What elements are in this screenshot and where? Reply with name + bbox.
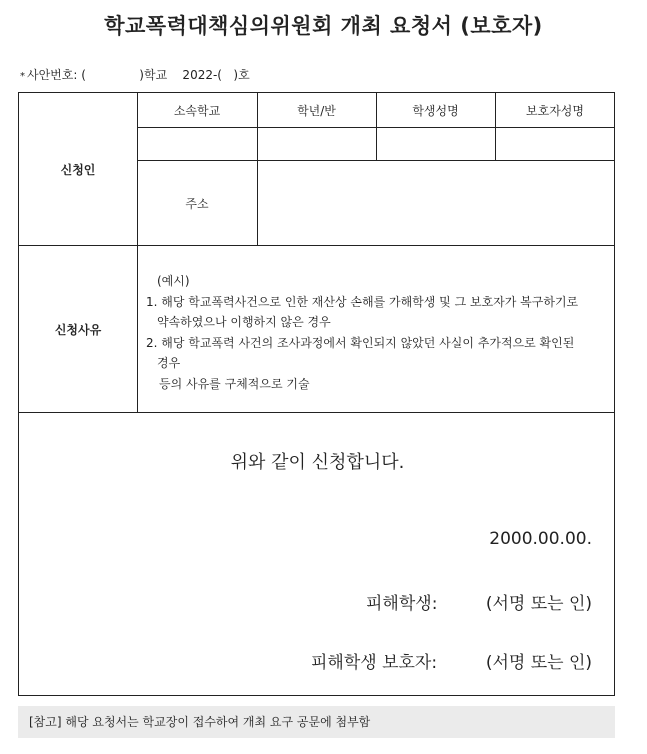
case-number-line bbox=[20, 66, 250, 83]
applicant-section-label: 신청인 bbox=[60, 163, 96, 177]
reason-item-1-line-1: 1. 해당 학교폭력사건으로 인한 재산상 손해를 가해학생 및 그 보호자가 복구하기로 bbox=[146, 294, 579, 309]
reason-section-label: 신청사유 bbox=[54, 323, 102, 337]
guardian-name-input-cell[interactable] bbox=[496, 128, 615, 160]
date-field[interactable]: 2000.00.00. bbox=[489, 529, 592, 549]
asterisk-mark: * bbox=[20, 71, 25, 82]
reason-item-2-line-2: 경우 bbox=[157, 356, 181, 370]
header-guardian-name: 보호자성명 bbox=[526, 104, 584, 118]
school-input-cell[interactable] bbox=[138, 128, 257, 160]
reason-item-2-line-1: 2. 해당 학교폭력 사건의 조사과정에서 확인되지 않았던 사실이 추가적으로 확인된 bbox=[146, 335, 575, 350]
guardian-signature[interactable]: (서명 또는 인) bbox=[485, 653, 592, 673]
reason-item-1-line-2: 약속하였으나 이행하지 않은 경우 bbox=[157, 315, 331, 329]
example-label: (예시) bbox=[157, 274, 190, 288]
reason-example-text[interactable] bbox=[146, 271, 578, 394]
header-school: 소속학교 bbox=[173, 104, 221, 118]
reference-note: [참고] 해당 요청서는 학교장이 접수하여 개최 요구 공문에 첨부함 bbox=[18, 706, 615, 738]
request-form-table bbox=[18, 92, 615, 696]
victim-label: 피해학생: bbox=[366, 594, 438, 614]
victim-signature[interactable]: (서명 또는 인) bbox=[485, 594, 592, 614]
student-name-input-cell[interactable] bbox=[377, 128, 495, 160]
reason-closing: 등의 사유를 구체적으로 기술 bbox=[159, 376, 310, 391]
address-input-cell[interactable] bbox=[258, 161, 615, 245]
header-grade-class: 학년/반 bbox=[297, 104, 336, 118]
header-student-name: 학생성명 bbox=[412, 104, 459, 118]
grade-class-input-cell[interactable] bbox=[258, 128, 376, 160]
case-number-text: 사안번호: ( )학교 2022-( )호 bbox=[27, 68, 250, 82]
guardian-label: 피해학생 보호자: bbox=[311, 653, 438, 673]
address-label: 주소 bbox=[185, 197, 209, 211]
document-title: 학교폭력대책심의위원회 개최 요청서 (보호자) bbox=[104, 14, 543, 38]
confirmation-statement: 위와 같이 신청합니다. bbox=[230, 452, 405, 473]
